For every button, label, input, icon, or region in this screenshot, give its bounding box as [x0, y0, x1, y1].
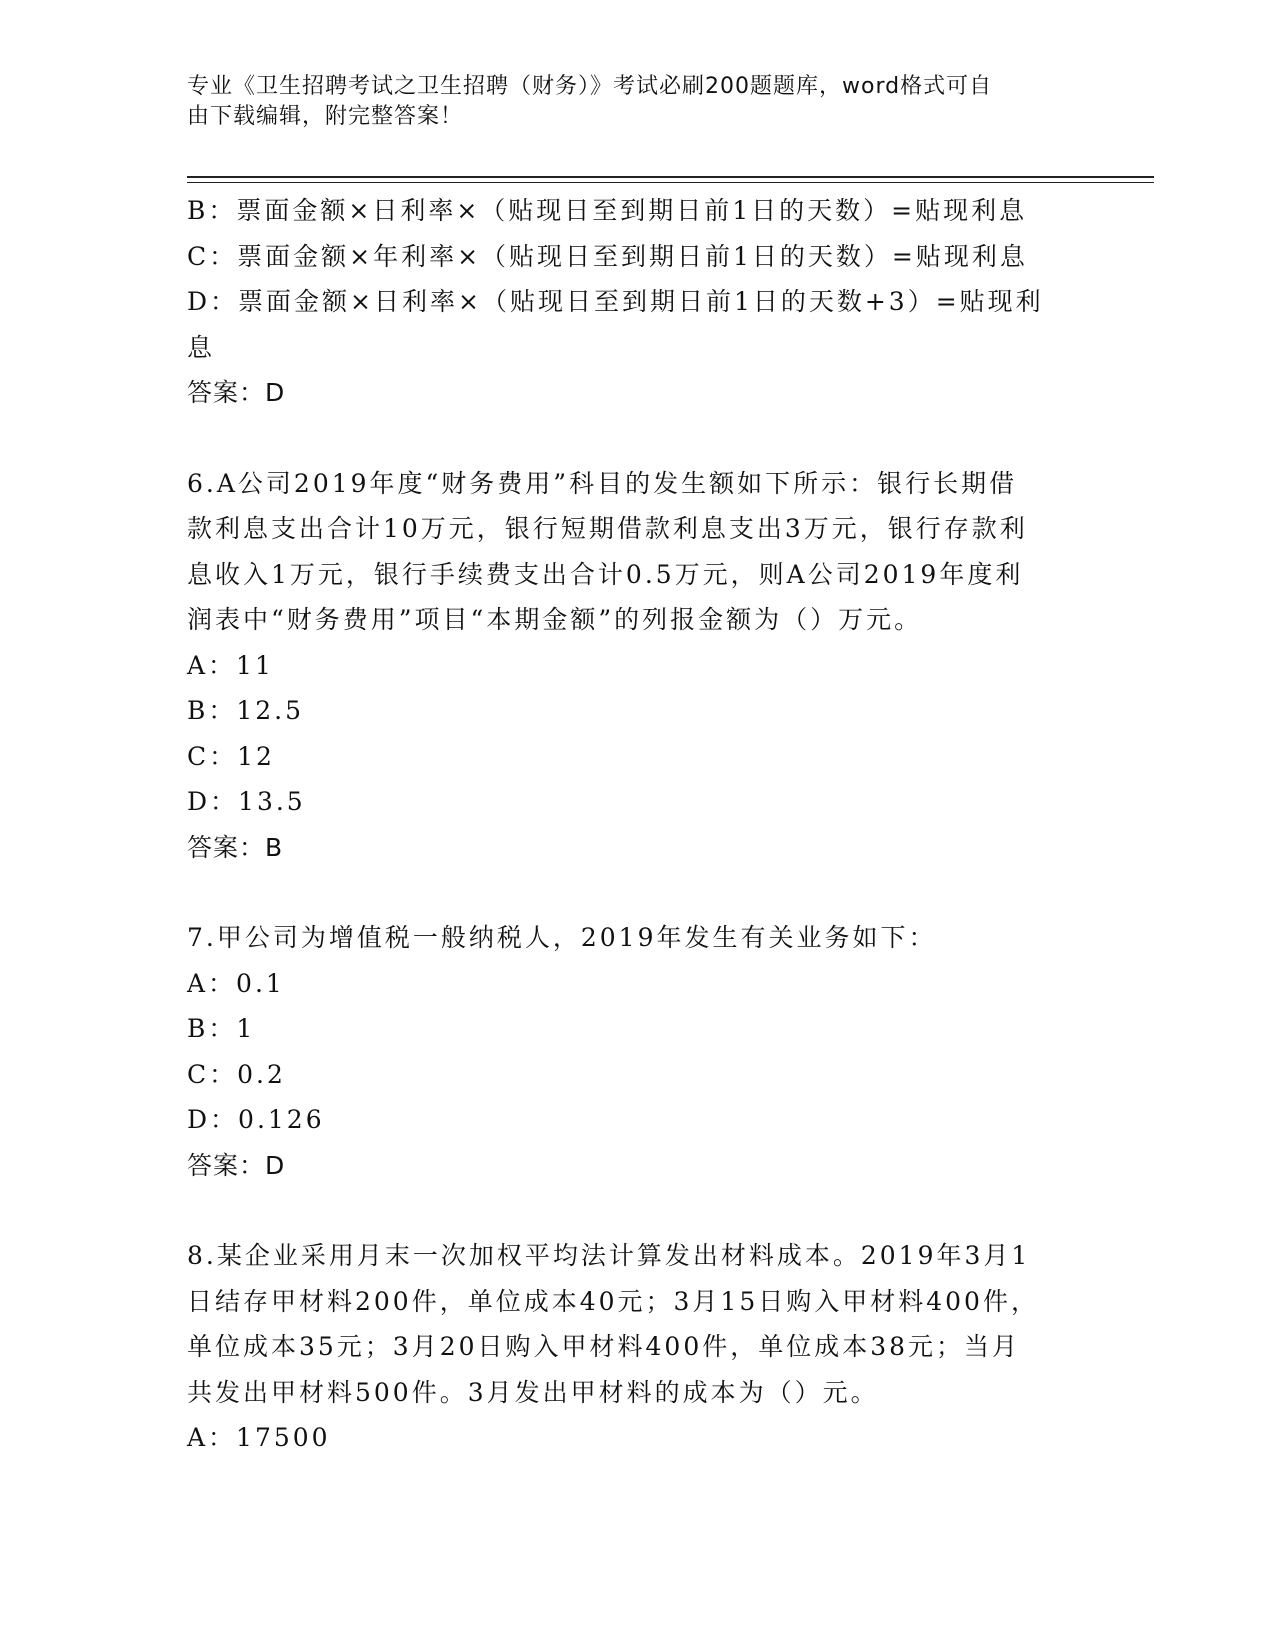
question-6: [187, 461, 1087, 871]
header-title-line-2: 由下载编辑，附完整答案！: [187, 104, 464, 129]
option-d: D：票面金额×日利率×（贴现日至到期日前1日的天数+3）=贴现利: [187, 287, 1044, 316]
option-a: A：0.1: [187, 968, 285, 998]
question-stem: 日结存甲材料200件，单位成本40元；3月15日购入甲材料400件，: [187, 1286, 1039, 1316]
question-stem: 共发出甲材料500件。3月发出甲材料的成本为（）元。: [187, 1377, 879, 1407]
question-5-continued: [187, 188, 1087, 416]
answer: 答案：B: [187, 832, 284, 862]
answer: 答案：D: [187, 378, 286, 407]
question-stem: 款利息支出合计10万元，银行短期借款利息支出3万元，银行存款利: [187, 514, 1028, 543]
option-c: C：票面金额×年利率×（贴现日至到期日前1日的天数）=贴现利息: [187, 241, 1028, 271]
option-a: A：11: [187, 650, 274, 680]
question-8: [187, 1233, 1087, 1461]
header-rule-thick: [187, 176, 1154, 178]
question-stem: 润表中“财务费用”项目“本期金额”的列报金额为（）万元。: [187, 605, 923, 634]
option-b: B：票面金额×日利率×（贴现日至到期日前1日的天数）=贴现利息: [187, 196, 1028, 225]
option-c: C：0.2: [187, 1059, 286, 1089]
spacer: [187, 416, 1087, 461]
question-stem: 7.甲公司为增值税一般纳税人，2019年发生有关业务如下：: [187, 923, 937, 952]
option-b: B：12.5: [187, 696, 305, 725]
option-c: C：12: [187, 741, 275, 771]
page-header: [187, 72, 1067, 132]
spacer: [187, 870, 1087, 915]
option-b: B：1: [187, 1014, 256, 1043]
question-list: [187, 188, 1087, 1461]
header-rule-thin: [187, 182, 1154, 183]
question-stem: 8.某企业采用月末一次加权平均法计算发出材料成本。2019年3月1: [187, 1241, 1031, 1270]
option-d-wrap: 息: [187, 332, 216, 362]
question-stem: 6.A公司2019年度“财务费用”科目的发生额如下所示：银行长期借: [187, 468, 1018, 498]
question-7: [187, 915, 1087, 1188]
option-d: D：0.126: [187, 1105, 325, 1134]
header-title-line-1: 专业《卫生招聘考试之卫生招聘（财务）》考试必刷200题题库，word格式可自: [187, 74, 993, 99]
option-d: D：13.5: [187, 787, 306, 816]
spacer: [187, 1188, 1087, 1233]
question-stem: 息收入1万元，银行手续费支出合计0.5万元，则A公司2019年度利: [187, 559, 1024, 589]
question-stem: 单位成本35元；3月20日购入甲材料400件，单位成本38元；当月: [187, 1332, 1021, 1361]
answer: 答案：D: [187, 1150, 286, 1180]
option-a: A：17500: [187, 1423, 331, 1452]
